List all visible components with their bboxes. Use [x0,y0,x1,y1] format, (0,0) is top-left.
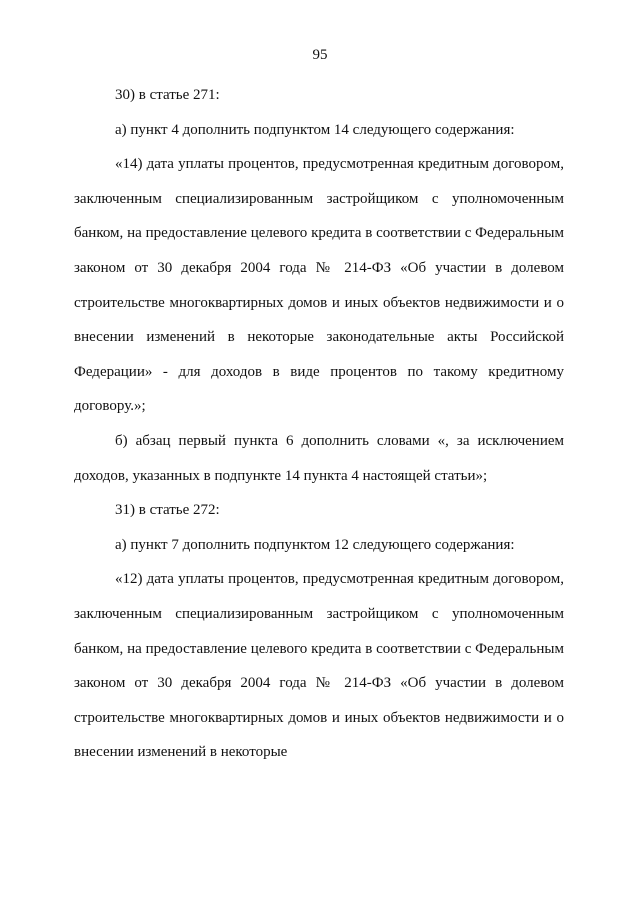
paragraph-272-item-a: а) пункт 7 дополнить подпунктом 12 следующего содержания: [115,536,515,553]
paragraph-271-item-b: б) абзац первый пункта 6 дополнить словами «, за исключением доходов, указанных в подпункте 14 пункта 4 настоящей статьи»; [74,432,564,484]
paragraph-271-subitem-14: «14) дата уплаты процентов, предусмотренная кредитным договором, заключенным специализированным застройщиком с уполномоченным банком, на предоставление целевого кредита в соответствии с Федеральным законом от 30 декабря 2004 года № 214-ФЗ «Об участии в долевом строительстве многоквартирных домов и иных объектов недвижимости и о внесении изменений в некоторые законодательные акты Российской Федерации» - для доходов в виде процентов по такому кредитному договору.»; [74,156,564,415]
document-body [74,78,564,770]
paragraph-271-item-a: а) пункт 4 дополнить подпунктом 14 следующего содержания: [115,121,515,138]
paragraph-article-272: 31) в статье 272: [115,502,220,519]
page-number: 95 [312,47,328,63]
paragraph-272-subitem-12: «12) дата уплаты процентов, предусмотренная кредитным договором, заключенным специализированным застройщиком с уполномоченным банком, на предоставление целевого кредита в соответствии с Федеральным законом от 30 декабря 2004 года № 214-ФЗ «Об участии в долевом строительстве многоквартирных домов и иных объектов недвижимости и о внесении изменений в некоторые [74,571,564,761]
paragraph-article-271: 30) в статье 271: [115,87,220,103]
